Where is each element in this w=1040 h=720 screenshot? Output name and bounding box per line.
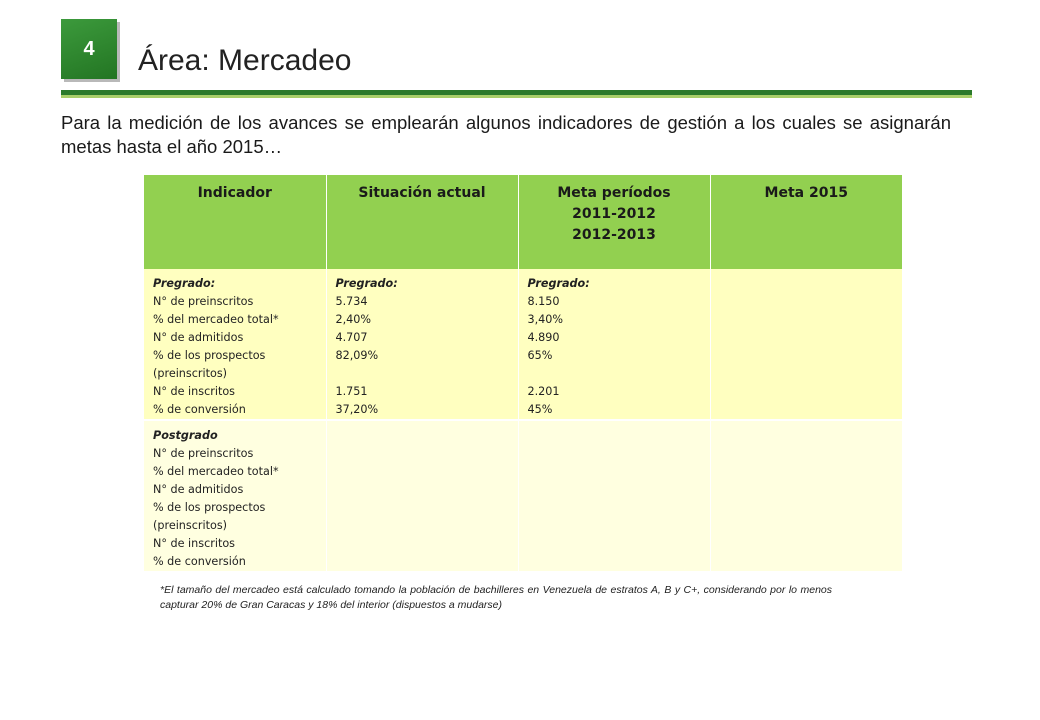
cell-target-periods-pregrado <box>518 269 710 420</box>
cell-heading: Pregrado: <box>153 277 216 290</box>
cell-line: % de los prospectos <box>153 349 266 362</box>
cell-line <box>528 365 706 383</box>
cell-line: 45% <box>527 403 553 416</box>
column-header-target-periods <box>518 175 710 269</box>
cell-line: N° de admitidos <box>153 483 244 496</box>
cell-line: % de conversión <box>153 555 246 568</box>
cell-line: N° de inscritos <box>153 537 236 550</box>
cell-line: % de conversión <box>153 403 246 416</box>
cell-line: 1.751 <box>335 385 368 398</box>
cell-line: 8.150 <box>527 295 560 308</box>
page-title: Área: Mercadeo <box>138 44 352 77</box>
column-header-line: 2012-2013 <box>572 227 656 243</box>
cell-line: % de los prospectos <box>153 501 266 514</box>
cell-line: % del mercadeo total* <box>153 313 279 326</box>
cell-line: 3,40% <box>527 313 564 326</box>
cell-line: 65% <box>527 349 553 362</box>
cell-line: 82,09% <box>335 349 379 362</box>
slide-number-badge <box>61 19 117 79</box>
cell-line: (preinscritos) <box>153 519 228 532</box>
column-header-indicator: Indicador <box>144 175 326 269</box>
intro-paragraph: Para la medición de los avances se emplearán algunos indicadores de gestión a los cuales se asignarán metas hasta el año 2015… <box>61 112 951 157</box>
title-divider-accent <box>61 95 972 98</box>
cell-heading: Pregrado: <box>335 277 398 290</box>
table-row-pregrado <box>144 269 902 420</box>
cell-line: N° de preinscritos <box>153 447 254 460</box>
column-header-current: Situación actual <box>326 175 518 269</box>
cell-line <box>336 365 514 383</box>
footnote: *El tamaño del mercadeo está calculado tomando la población de bachilleres en Venezuela de estratos A, B y C+, considerando por lo menos capturar 20% de Gran Caracas y 18% del interior (dispuestos a mudarse) <box>160 584 832 611</box>
cell-line: N° de preinscritos <box>153 295 254 308</box>
cell-line: 5.734 <box>335 295 368 308</box>
cell-line: 4.707 <box>335 331 368 344</box>
column-header-line: 2011-2012 <box>572 206 656 222</box>
column-header-line: Meta períodos <box>557 185 671 201</box>
indicators-table <box>144 175 902 571</box>
table-header-row <box>144 175 902 269</box>
cell-target-periods-postgrado <box>518 420 710 571</box>
cell-line: 4.890 <box>527 331 560 344</box>
cell-heading: Pregrado: <box>527 277 590 290</box>
cell-indicator-postgrado <box>144 420 326 571</box>
slide-number: 4 <box>83 37 95 60</box>
column-header-target-2015: Meta 2015 <box>710 175 902 269</box>
cell-current-pregrado <box>326 269 518 420</box>
cell-current-postgrado <box>326 420 518 571</box>
cell-line: N° de inscritos <box>153 385 236 398</box>
cell-target-2015-pregrado <box>710 269 902 420</box>
cell-heading: Postgrado <box>153 429 218 442</box>
table-row-postgrado <box>144 420 902 571</box>
cell-target-2015-postgrado <box>710 420 902 571</box>
cell-line: 37,20% <box>335 403 379 416</box>
cell-line: 2.201 <box>527 385 560 398</box>
cell-line: N° de admitidos <box>153 331 244 344</box>
cell-line: 2,40% <box>335 313 372 326</box>
cell-line: % del mercadeo total* <box>153 465 279 478</box>
cell-indicator-pregrado <box>144 269 326 420</box>
cell-line: (preinscritos) <box>153 367 228 380</box>
